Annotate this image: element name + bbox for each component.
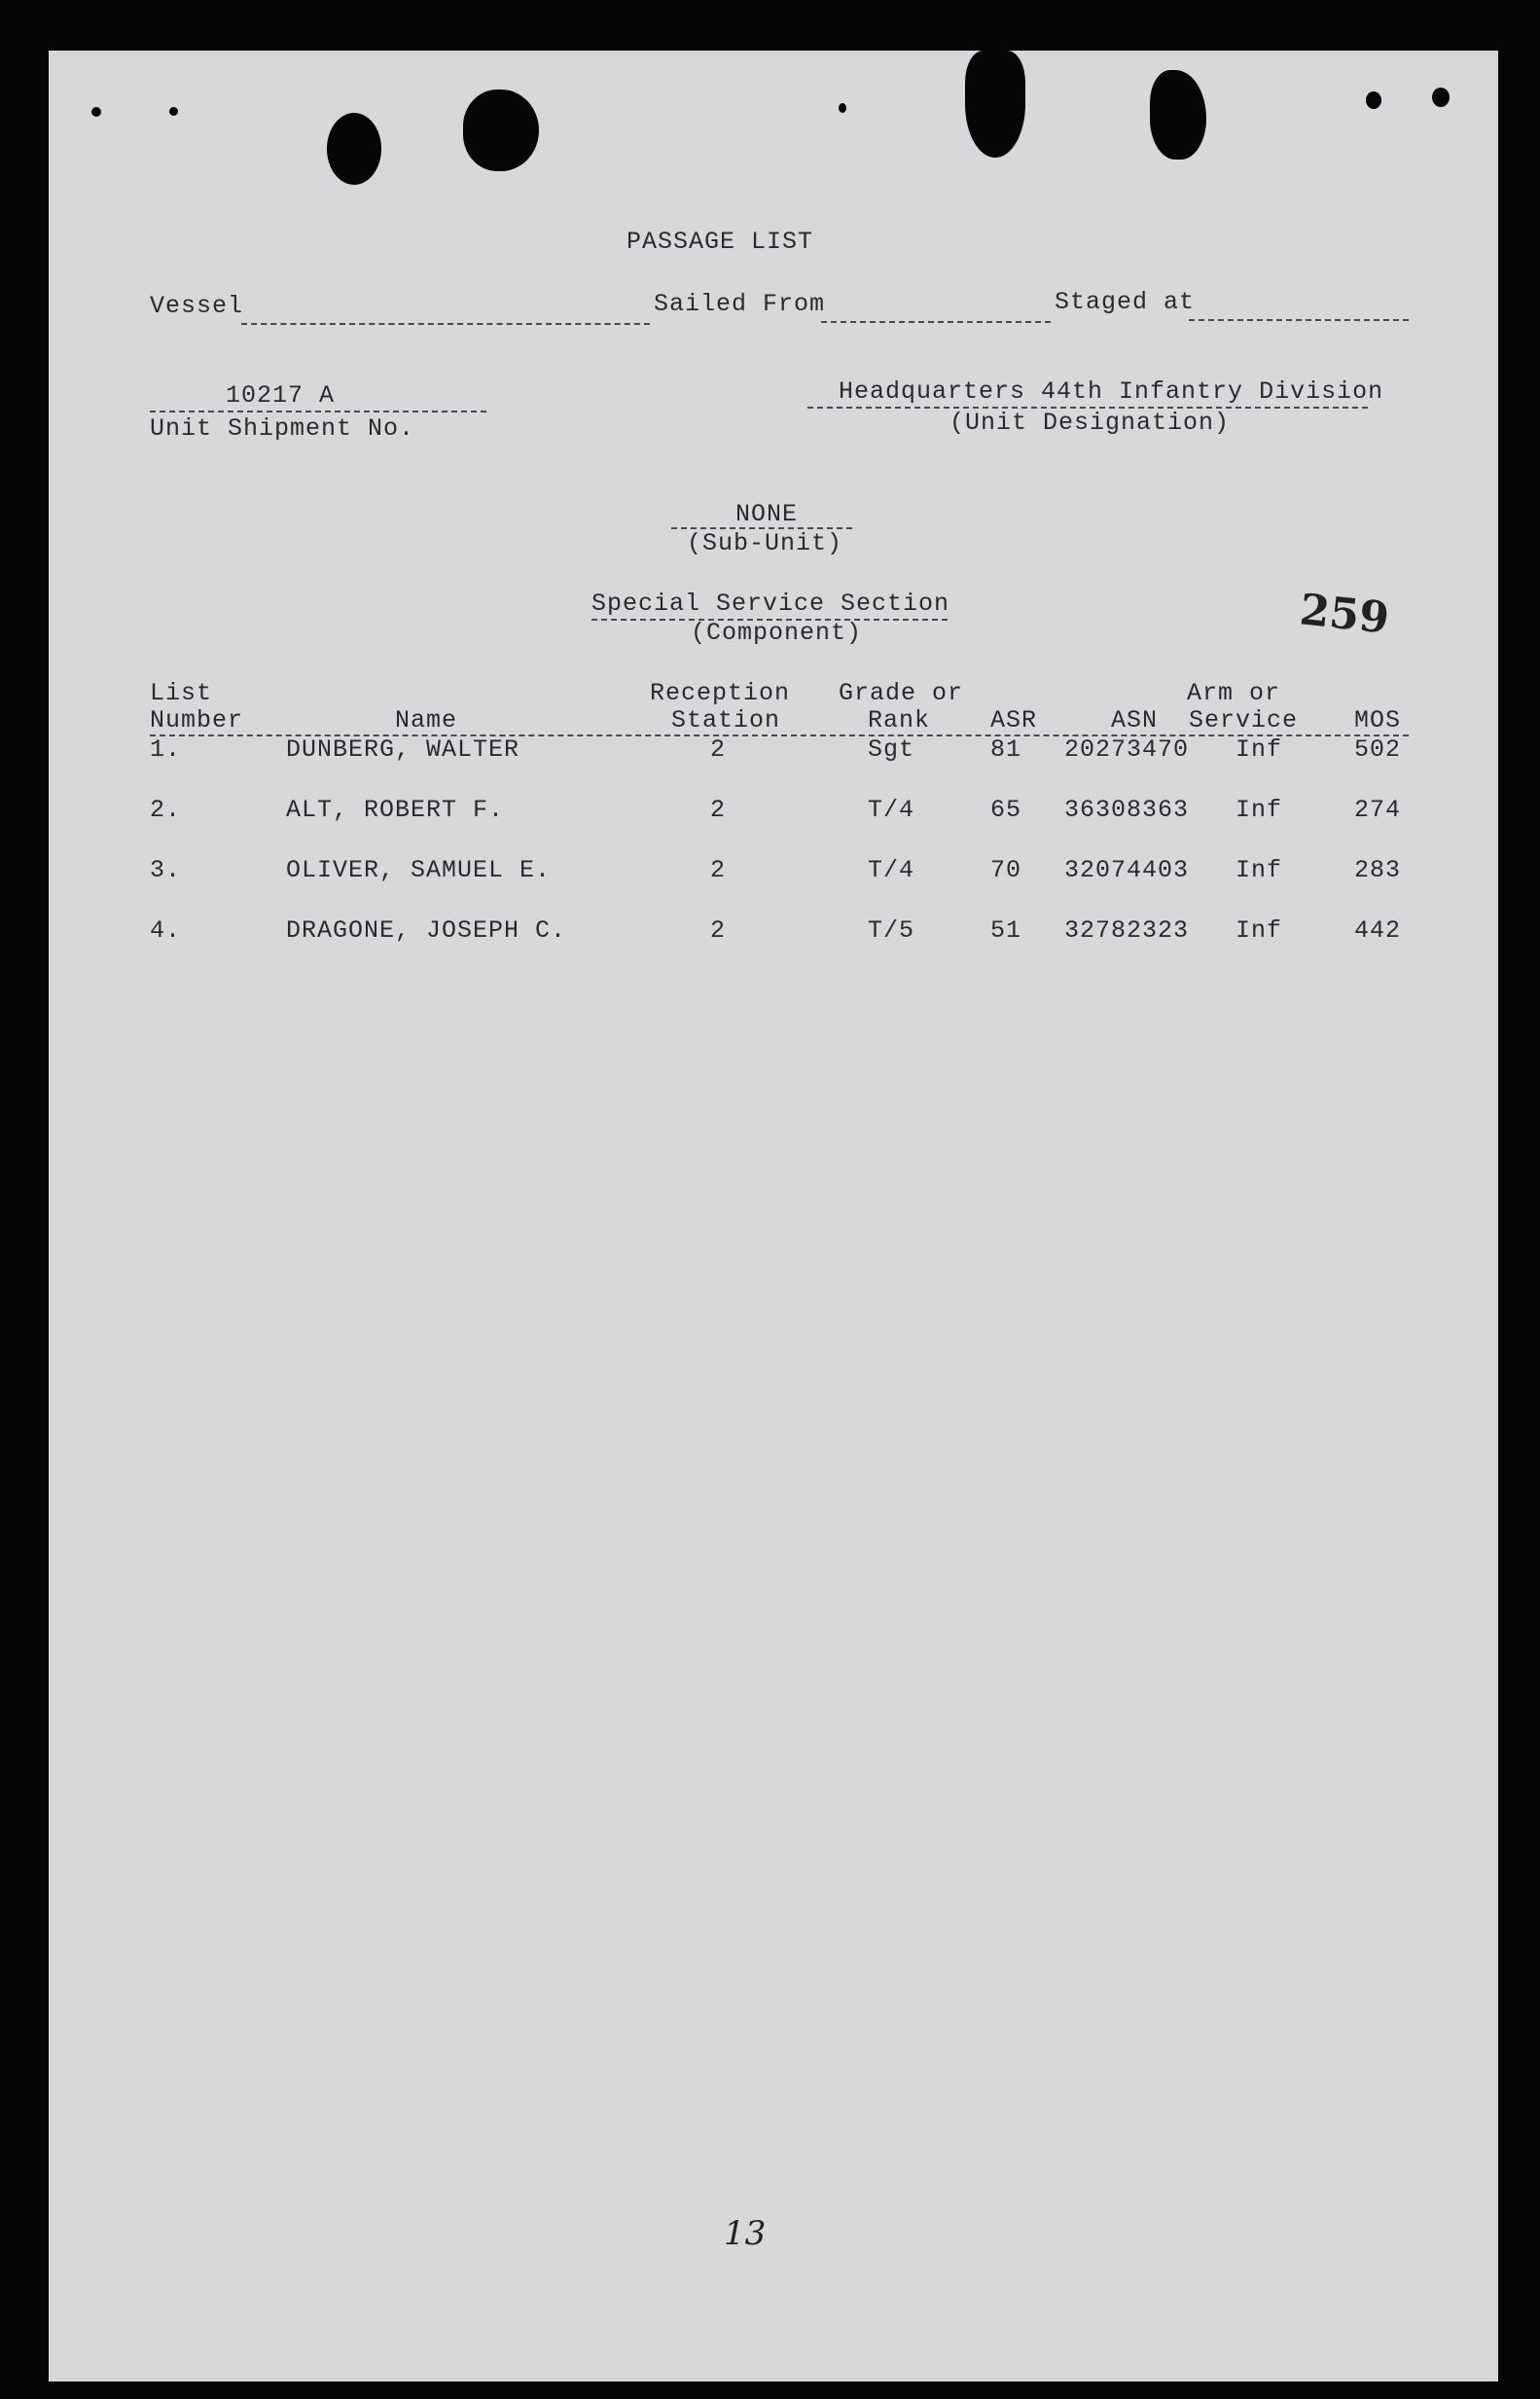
mos-cell: 283 bbox=[1354, 856, 1402, 884]
list-number-cell: 2. bbox=[150, 796, 182, 824]
header-list-number-1: List bbox=[150, 679, 213, 707]
reception-station-cell: 2 bbox=[710, 916, 727, 945]
unit-designation-label: (Unit Designation) bbox=[949, 409, 1231, 437]
arm-cell: Inf bbox=[1236, 856, 1283, 884]
page-number: 13 bbox=[724, 2214, 767, 2253]
speck bbox=[169, 107, 178, 116]
header-reception-2: Station bbox=[671, 706, 781, 734]
header-list-number-2: Number bbox=[150, 706, 244, 734]
asn-cell: 20273470 bbox=[1064, 735, 1190, 764]
speck bbox=[91, 107, 101, 117]
grade-cell: Sgt bbox=[868, 735, 915, 764]
mos-cell: 442 bbox=[1354, 916, 1402, 945]
asr-cell: 81 bbox=[990, 735, 1022, 764]
document-page bbox=[49, 51, 1498, 2381]
header-asr: ASR bbox=[990, 706, 1038, 734]
asn-cell: 32782323 bbox=[1064, 916, 1190, 945]
header-arm-1: Arm or bbox=[1187, 679, 1281, 707]
unit-shipment-label: Unit Shipment No. bbox=[150, 414, 415, 443]
component-value: Special Service Section bbox=[591, 590, 950, 618]
unit-designation: Headquarters 44th Infantry Division bbox=[839, 377, 1384, 406]
punch-hole bbox=[463, 90, 539, 171]
reception-station-cell: 2 bbox=[710, 856, 727, 884]
reception-station-cell: 2 bbox=[710, 735, 727, 764]
speck bbox=[1432, 88, 1450, 107]
header-grade-2: Rank bbox=[868, 706, 931, 734]
grade-cell: T/4 bbox=[868, 856, 915, 884]
name-cell: OLIVER, SAMUEL E. bbox=[286, 856, 552, 884]
arm-cell: Inf bbox=[1236, 916, 1283, 945]
punch-hole bbox=[1150, 70, 1206, 160]
sailed-from-label: Sailed From bbox=[654, 290, 826, 318]
unit-shipment-line bbox=[150, 411, 486, 412]
sub-unit-label: (Sub-Unit) bbox=[687, 529, 843, 557]
punch-hole bbox=[965, 51, 1025, 158]
speck bbox=[839, 103, 846, 113]
mos-cell: 502 bbox=[1354, 735, 1402, 764]
grade-cell: T/4 bbox=[868, 796, 915, 824]
grade-cell: T/5 bbox=[868, 916, 915, 945]
staged-at-label: Staged at bbox=[1055, 288, 1196, 316]
component-label: (Component) bbox=[691, 619, 863, 647]
asr-cell: 51 bbox=[990, 916, 1022, 945]
asr-cell: 65 bbox=[990, 796, 1022, 824]
header-reception-1: Reception bbox=[650, 679, 791, 707]
sailed-from-field-line bbox=[821, 321, 1051, 323]
header-asn: ASN bbox=[1111, 706, 1159, 734]
vessel-field-line bbox=[241, 323, 650, 325]
header-grade-1: Grade or bbox=[839, 679, 964, 707]
name-cell: DUNBERG, WALTER bbox=[286, 735, 520, 764]
name-cell: DRAGONE, JOSEPH C. bbox=[286, 916, 567, 945]
unit-shipment-number: 10217 A bbox=[226, 381, 336, 410]
list-number-cell: 3. bbox=[150, 856, 182, 884]
arm-cell: Inf bbox=[1236, 735, 1283, 764]
mos-cell: 274 bbox=[1354, 796, 1402, 824]
header-arm-2: Service bbox=[1189, 706, 1299, 734]
staged-at-field-line bbox=[1189, 319, 1409, 321]
list-number-cell: 1. bbox=[150, 735, 182, 764]
sub-unit-value: NONE bbox=[735, 500, 799, 528]
list-number-cell: 4. bbox=[150, 916, 182, 945]
name-cell: ALT, ROBERT F. bbox=[286, 796, 505, 824]
punch-hole bbox=[327, 113, 381, 185]
reception-station-cell: 2 bbox=[710, 796, 727, 824]
page-title: PASSAGE LIST bbox=[627, 228, 814, 256]
handwritten-number: 259 bbox=[1297, 585, 1392, 644]
vessel-label: Vessel bbox=[150, 292, 244, 320]
speck bbox=[1366, 91, 1381, 109]
asn-cell: 36308363 bbox=[1064, 796, 1190, 824]
arm-cell: Inf bbox=[1236, 796, 1283, 824]
header-name: Name bbox=[395, 706, 458, 734]
header-mos: MOS bbox=[1354, 706, 1402, 734]
asr-cell: 70 bbox=[990, 856, 1022, 884]
asn-cell: 32074403 bbox=[1064, 856, 1190, 884]
